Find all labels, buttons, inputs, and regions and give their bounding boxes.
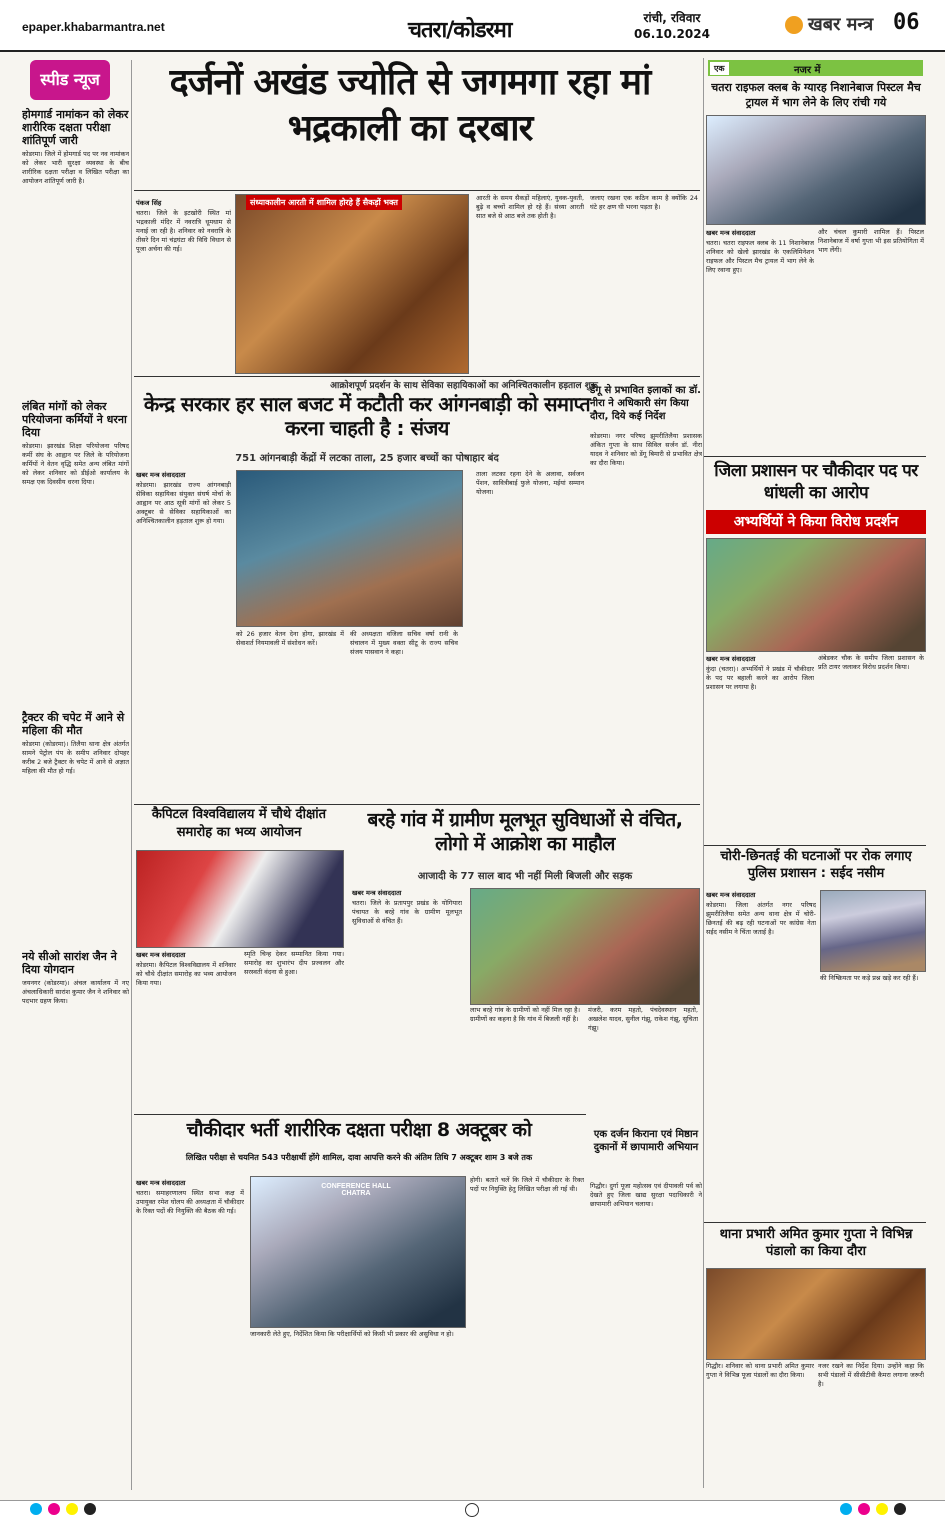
section-title: चतरा/कोडरमा <box>408 18 512 43</box>
left-news-column <box>22 104 129 1469</box>
chowkidar-exam-headline: चौकीदार भर्ती शारीरिक दक्षता परीक्षा 8 अक्टूबर को <box>186 1119 532 1141</box>
chowkidar-exam-byline: खबर मन्त्र संवाददाता <box>136 1179 186 1187</box>
anganwadi-text-3: की अध्यक्षता वजिला सचिव वर्षा रानी के संचालन में मुख्य वक्ता सीटू के राज्य सचिव संजय पासवान ने कहा। <box>350 630 458 656</box>
chowkidar-protest-subheadline: अभ्यर्थियों ने किया विरोध प्रदर्शन <box>706 510 926 534</box>
convocation-photo <box>136 850 344 948</box>
theft-text-1: कोडरमा। जिला अंतर्गत नगर परिषद झुमरीतिलैया समेत अन्य थाना क्षेत्र में चोरी-छिनतई की बढ़ रही घटनाओं पर कांग्रेस नेता सईद नसीम ने चिंता जताई है। <box>706 901 816 936</box>
city-day: रांची, रविवार <box>643 11 701 25</box>
lead-text-1: चतरा। जिले के इटखोरी स्थित मां भद्रकाली मंदिर में नवरात्रि धूमधाम से मनाई जा रही है। शनिवार को नवरात्रि के तीसरे दिन मां चंद्रघंटा की विधि विधान से पूजा अर्चना की गई। <box>136 209 231 253</box>
issue-date: 06.10.2024 <box>634 27 710 41</box>
left-headline-4: नये सीओ सारांश जैन ने दिया योगदान <box>22 950 117 976</box>
chowkidar-protest-text-1: कुंदा (चतरा)। अभ्यर्थियों ने प्रखंड में चौकीदार के पद पर बहाली करने का आरोप जिला प्रशासन पर लगाया है। <box>706 665 814 691</box>
anganwadi-text-2: को 26 हजार वेतन देना होगा, झारखंड में सेवाशर्त नियमावली में संशोधन करें। <box>236 630 344 647</box>
lead-byline: पंकज सिंह <box>136 199 162 207</box>
anganwadi-text-1: कोडरमा। झारखंड राज्य आंगनबाड़ी सेविका सहायिका संयुक्त संघर्ष मोर्चा के आह्वान पर आठ सूत्री मांगों को लेकर 5 अक्टूबर से सेविका सहायिकाओं का अनिश्चितकालीन हड़ताल शुरू हो गया। <box>136 481 231 525</box>
barhe-text-3: मंजरी, करम महतो, पंचदेवस्थान महतो, अखलेश यादव, सुनील गंझू, राकेश गंझू, सुचिता गंझू। <box>588 1006 698 1032</box>
registration-dot-cyan-2 <box>840 1503 852 1515</box>
left-headline-3: ट्रैक्टर की चपेट में आने से महिला की मौत <box>22 711 125 737</box>
left-text-filler <box>22 186 129 396</box>
lead-headline: दर्जनों अखंड ज्योति से जगमगा रहा मां भद्रकाली का दरबार <box>169 62 651 149</box>
protest-photo <box>706 538 926 652</box>
site-url[interactable]: epaper.khabarmantra.net <box>22 20 165 34</box>
chowkidar-exam-text-2: जानकारी लेते हुए, निर्देशित किया कि परीक्षार्थियों को किसी भी प्रकार की असुविधा न हो। <box>250 1330 454 1338</box>
left-headline-2: लंबित मांगों को लेकर परियोजना कर्मियों ने धरना दिया <box>22 400 127 439</box>
registration-dot-black-2 <box>894 1503 906 1515</box>
chowkidar-exam-subheadline: लिखित परीक्षा से चयनित 543 परीक्षार्थी होंगे शामिल, दावा आपत्ति करने की अंतिम तिथि 7 अक्टूबर शाम 3 बजे तक <box>185 1153 533 1162</box>
chowkidar-exam-text-3: होगी। बताते चलें कि जिले में चौकीदार के रिक्त पदों पर नियुक्ति हेतु लिखित परीक्षा ली गई थी। <box>470 1176 584 1193</box>
chowkidar-protest-headline: जिला प्रशासन पर चौकीदार पद पर धांधली का आरोप <box>714 461 918 503</box>
thana-text-2: नजर रखने का निर्देश दिया। उन्होंने कहा कि सभी पंडालों में सीसीटीवी कैमरा लगाना जरूरी है। <box>818 1362 924 1388</box>
chowkidar-exam-text-1: चतरा। समाहरणालय स्थित सभा कक्ष में उपायुक्त रमेश घोलप की अध्यक्षता में चौकीदार के रिक्त पदों की नियुक्ति की बैठक की गई। <box>136 1189 244 1215</box>
nazar-label: नजर में <box>794 65 821 76</box>
capital-byline: खबर मन्त्र संवाददाता <box>136 951 186 959</box>
theft-text-2: की निष्क्रियता पर कड़े प्रश्न खड़े कर रही हैं। <box>820 974 919 982</box>
brand-logo-icon <box>785 16 803 34</box>
theft-byline: खबर मन्त्र संवाददाता <box>706 891 756 899</box>
speed-news-logo: स्पीड न्यूज <box>30 60 110 100</box>
thana-pandal-photo <box>706 1268 926 1360</box>
thana-text-1: गिद्धौर। शनिवार को थाना प्रभारी अमित कुमार गुप्ता ने विभिन्न पूजा पंडालों का दौरा किया। <box>706 1362 814 1379</box>
barhe-text-2: लाभ बरहे गांव के ग्रामीणों को नहीं मिल रहा है। ग्रामीणों का कहना है कि गांव में बिजली नहीं है। <box>470 1006 580 1023</box>
left-headline-1: होमगार्ड नामांकन को लेकर शारीरिक दक्षता परीक्षा शांतिपूर्ण जारी <box>22 108 129 147</box>
date-line <box>634 10 710 42</box>
dengue-text: कोडरमा। नगर परिषद झुमरीतिलैया प्रशासक अंकित गुप्ता के साथ सिविल सर्जन डॉ. नीरा यादव ने शनिवार को डेंगू बिमारी से प्रभावित क्षेत्र का दौरा किया। <box>590 432 702 467</box>
capital-headline: कैपिटल विश्वविद्यालय में चौथे दीक्षांत समारोह का भव्य आयोजन <box>151 807 327 840</box>
nazar-text-1: चतरा। चतरा राइफल क्लब के 11 निशानेबाज शनिवार को खेलो झारखंड के एकलिमिनेशन राइफल और पिस्टल मैच ट्रायल में भाग लेने के लिए रवाना हुए। <box>706 239 814 274</box>
registration-dot-magenta-2 <box>858 1503 870 1515</box>
anganwadi-headline: केन्द्र सरकार हर साल बजट में कटौती कर आंगनबाड़ी को समाप्त करना चाहती है : संजय <box>143 392 591 440</box>
chowkidar-protest-text-2: अंबेडकर चौक के समीप जिला प्रशासन के प्रति टायर जलाकर विरोध प्रदर्शन किया। <box>818 654 924 671</box>
barhe-text-1: चतरा। जिले के प्रतापपुर प्रखंड के योगियारा पंचायत के बरहे गांव के ग्रामीण मूलभूत सुविधाओं से वंचित हैं। <box>352 899 462 925</box>
lead-text-3: जलाए रखना एक कठिन काम है क्योंकि 24 घंटे हर क्षण घी भरना पड़ता है। <box>590 194 698 211</box>
lead-photo <box>235 194 469 374</box>
left-text-3: कोडरमा (कोडरमा)। तिलैया थाना क्षेत्र अंतर्गत सामने पेट्रोल पंप के समीप शनिवार दोपहर करीब 2 बजे ट्रैक्टर के चपेट में आने से अज्ञात महिला की मौत हो गई। <box>22 740 129 775</box>
barhe-villagers-photo <box>470 888 700 1005</box>
theft-headline: चोरी-छिनतई की घटनाओं पर रोक लगाए पुलिस प्रशासन : सईद नसीम <box>720 849 912 881</box>
capital-text-2: स्मृति चिन्ह देकर सम्मानित किया गया। समारोह का शुभारंभ दीप प्रज्वलन और सरस्वती वंदना से हुआ। <box>244 950 344 976</box>
rifle-club-photo <box>706 115 926 225</box>
mission-headline: एक दर्जन किराना एवं मिष्ठान दुकानों में छापामारी अभियान <box>593 1129 699 1153</box>
capital-text-1: कोडरमा। कैपिटल विश्वविद्यालय में शनिवार को चौथे दीक्षांत समारोह का भव्य आयोजन किया गया। <box>136 961 236 987</box>
anganwadi-subheadline: 751 आंगनबाड़ी केंद्रों में लटका ताला, 25 हजार बच्चों का पोषाहार बंद <box>235 453 499 464</box>
conference-hall-photo <box>250 1176 466 1328</box>
registration-dot-cyan <box>30 1503 42 1515</box>
barhe-headline: बरहे गांव में ग्रामीण मूलभूत सुविधाओं से वंचित, लोगो में आक्रोश का माहौल <box>367 809 683 855</box>
barhe-subheadline: आजादी के 77 साल बाद भी नहीं मिली बिजली और सड़क <box>417 871 633 882</box>
dengue-headline: डेंगू से प्रभावित इलाकों का डॉ. नीरा ने अधिकारी संग किया दौरा, दिये कई निर्देश <box>590 385 701 422</box>
conference-hall-sign: CONFERENCE HALL CHATRA <box>321 1183 391 1197</box>
mission-text: गिद्धौर। दुर्गा पूजा महोत्सव एवं दीपावली पर्व को देखते हुए जिला खाद्य सुरक्षा पदाधिकारी ने छापामारी अभियान चलाया। <box>590 1182 702 1208</box>
masthead <box>0 0 945 52</box>
barhe-byline: खबर मन्त्र संवाददाता <box>352 889 402 897</box>
lead-text-2: आरती के समय सैकड़ों महिलाएं, युवक-युवती, बुढ़े व बच्चों शामिल हो रहे हैं। संध्या आरती सात बजे से आठ बजे तक होती है। <box>476 194 584 220</box>
anganwadi-kicker: आक्रोशपूर्ण प्रदर्शन के साथ सेविका सहायिकाओं का अनिश्चितकालीन हड़ताल शुरू <box>330 381 598 391</box>
nazar-byline: खबर मन्त्र संवाददाता <box>706 229 756 237</box>
registration-dot-yellow-2 <box>876 1503 888 1515</box>
lead-photo-caption: संध्याकालीन आरती में शामिल होरहे हैं सैकड़ों भक्त <box>246 195 402 210</box>
anganwadi-byline: खबर मन्त्र संवाददाता <box>136 471 186 479</box>
sayeed-naseem-portrait <box>820 890 926 972</box>
brand-name: खबर मन्त्र <box>808 14 874 35</box>
registration-crosshair-icon <box>465 1503 479 1517</box>
chowkidar-protest-byline: खबर मन्त्र संवाददाता <box>706 655 756 663</box>
nazar-mein-bar <box>708 60 923 76</box>
thana-headline: थाना प्रभारी अमित कुमार गुप्ता ने विभिन्न पंडालो का किया दौरा <box>719 1227 913 1259</box>
nazar-headline: चतरा राइफल क्लब के ग्यारह निशानेबाज पिस्टल मैच ट्रायल में भाग लेने के लिए रांची गये <box>711 81 921 109</box>
registration-dot-magenta <box>48 1503 60 1515</box>
left-text-2: कोडरमा। झारखंड शिक्षा परियोजना परिषद कर्मी संघ के आह्वान पर जिले के परियोजना कर्मियों ने वेतन वृद्धि समेत अन्य लंबित मांगों को लेकर शनिवार को डीईओ कार्यालय के समक्ष एक दिवसीय धरना दिया। <box>22 442 129 486</box>
left-text-1: कोडरमा। जिले में होमगार्ड पद पर नव नामांकन को लेकर भारी सुरक्षा व्यवस्था के बीच शारीरिक दक्षता परीक्षा व लिखित परीक्षा का आयोजन शांतिपूर्ण जारी है। <box>22 150 129 185</box>
nazar-tag: एक <box>710 62 729 75</box>
anganwadi-photo <box>236 470 463 627</box>
anganwadi-text-4: ताला लटका रहना देने के अलावा, सर्वजन पेंशन, सावित्रीबाई फुले योजना, मईयां सम्मान योजना। <box>476 470 584 496</box>
left-text-4: जयनगर (कोडरमा)। अंचल कार्यालय में नए अंचलाधिकारी सारांश कुमार जैन ने शनिवार को पदभार ग्रहण किया। <box>22 979 129 1005</box>
registration-dot-yellow <box>66 1503 78 1515</box>
registration-dot-black <box>84 1503 96 1515</box>
nazar-text-2: और चंचल कुमारी शामिल हैं। पिस्टल निशानेबाज में वर्षा गुप्ता भी इस प्रतियोगिता में भाग लेंगी। <box>818 228 924 254</box>
page-number: 06 <box>893 10 920 35</box>
